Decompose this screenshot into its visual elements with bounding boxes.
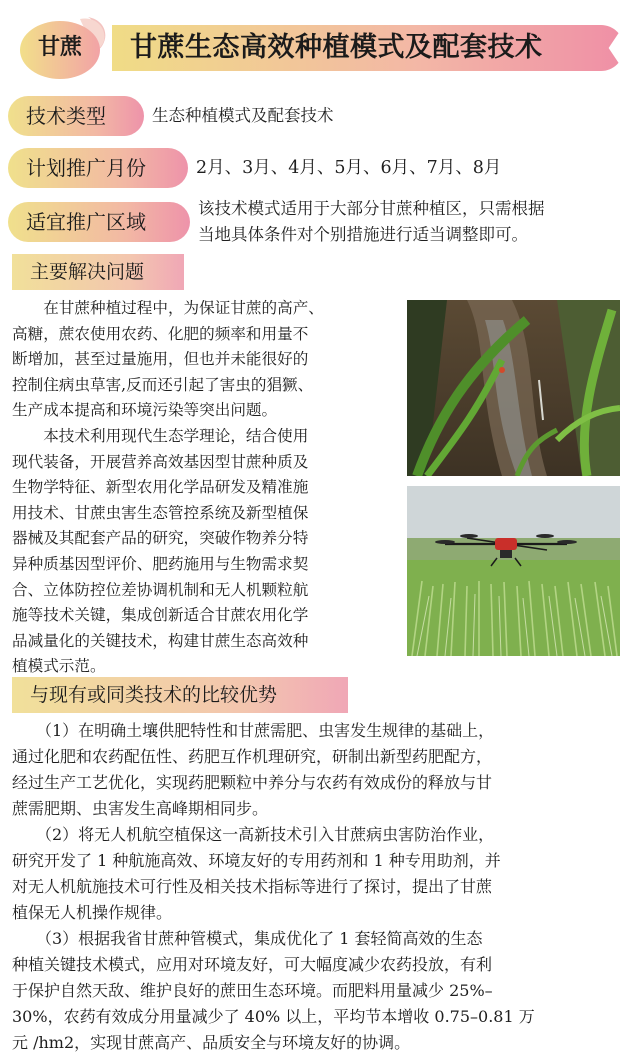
advantages-line: （1）在明确土壤供肥特性和甘蔗需肥、虫害发生规律的基础上， xyxy=(12,721,495,740)
crop-tag: 甘蔗 xyxy=(37,35,82,60)
problems-text xyxy=(12,296,400,680)
advantages-line: （2）将无人机航空植保这一高新技术引入甘蔗病虫害防治作业， xyxy=(12,825,495,844)
region-label: 适宜推广区域 xyxy=(8,202,190,242)
advantages-line: 经过生产工艺优化，实现药肥颗粒中养分与农药有效成份的释放与甘 xyxy=(12,773,493,792)
advantages-line: 研究开发了 1 种航施高效、环境友好的专用药剂和 1 种专用助剂，并 xyxy=(12,851,501,870)
problems-line: 在甘蔗种植过程中，为保证甘蔗的高产、 xyxy=(12,299,324,317)
advantages-line: 于保护自然天敌、维护良好的蔗田生态环境。而肥料用量减少 25%– xyxy=(12,981,493,1000)
problems-line: 断增加，甚至过量施用，但也并未能很好的 xyxy=(12,350,309,369)
advantages-line: 通过化肥和农药配伍性、药肥互作机理研究，研制出新型药肥配方， xyxy=(12,747,493,766)
problems-line: 生产成本提高和环境污染等突出问题。 xyxy=(12,401,278,420)
problems-line: 生物学特征、新型农用化学品研发及精准施 xyxy=(12,478,309,497)
region-line-2: 当地具体条件对个别措施进行适当调整即可。 xyxy=(198,225,528,244)
region-line-1: 该技术模式适用于大部分甘蔗种植区，只需根据 xyxy=(198,199,545,218)
advantages-line: （3）根据我省甘蔗种管模式，集成优化了 1 套轻简高效的生态 xyxy=(12,929,483,948)
advantages-line: 30%，农药有效成分用量减少了 40% 以上，平均节本增收 0.75–0.81 万 xyxy=(12,1007,535,1026)
tech-type-label: 技术类型 xyxy=(8,96,144,136)
problems-line: 施等技术关键，集成创新适合甘蔗农用化学 xyxy=(12,606,309,625)
page-title: 甘蔗生态高效种植模式及配套技术 xyxy=(130,32,543,63)
problems-line: 合、立体防控位差协调机制和无人机颗粒航 xyxy=(12,580,309,599)
tech-type-value: 生态种植模式及配套技术 xyxy=(152,106,334,125)
field-waterlogged-photo xyxy=(407,300,620,476)
advantages-text xyxy=(12,718,618,1056)
problems-heading: 主要解决问题 xyxy=(12,254,184,290)
problems-line: 高糖，蔗农使用农药、化肥的频率和用量不 xyxy=(12,324,309,343)
advantages-heading: 与现有或同类技术的比较优势 xyxy=(12,677,348,713)
problems-line: 异种质基因型评价、肥药施用与生物需求契 xyxy=(12,554,309,573)
problems-line: 现代装备，开展营养高效基因型甘蔗种质及 xyxy=(12,452,309,471)
problems-line: 品减量化的关键技术，构建甘蔗生态高效种 xyxy=(12,631,309,650)
drone-spraying-photo xyxy=(407,486,620,656)
advantages-line: 植保无人机操作规律。 xyxy=(12,903,173,922)
problems-line: 控制住病虫草害,反而还引起了害虫的猖獗、 xyxy=(12,375,314,394)
problems-line: 植模式示范。 xyxy=(12,657,106,676)
advantages-line: 种植关键技术模式，应用对环境友好，可大幅度减少农药投放，有利 xyxy=(12,955,493,974)
months-label: 计划推广月份 xyxy=(8,148,188,188)
advantages-line: 元 /hm2，实现甘蔗高产、品质安全与环境友好的协调。 xyxy=(12,1033,411,1052)
problems-line: 用技术、甘蔗虫害生态管控系统及新型植保 xyxy=(12,503,309,522)
months-value: 2月、3月、4月、5月、6月、7月、8月 xyxy=(196,158,502,178)
problems-line: 器械及其配套产品的研究，突破作物养分特 xyxy=(12,529,309,548)
problems-line: 本技术利用现代生态学理论，结合使用 xyxy=(12,426,309,445)
advantages-line: 对无人机航施技术可行性及相关技术指标等进行了探讨，提出了甘蔗 xyxy=(12,877,493,896)
advantages-line: 蔗需肥期、虫害发生高峰期相同步。 xyxy=(12,799,269,818)
